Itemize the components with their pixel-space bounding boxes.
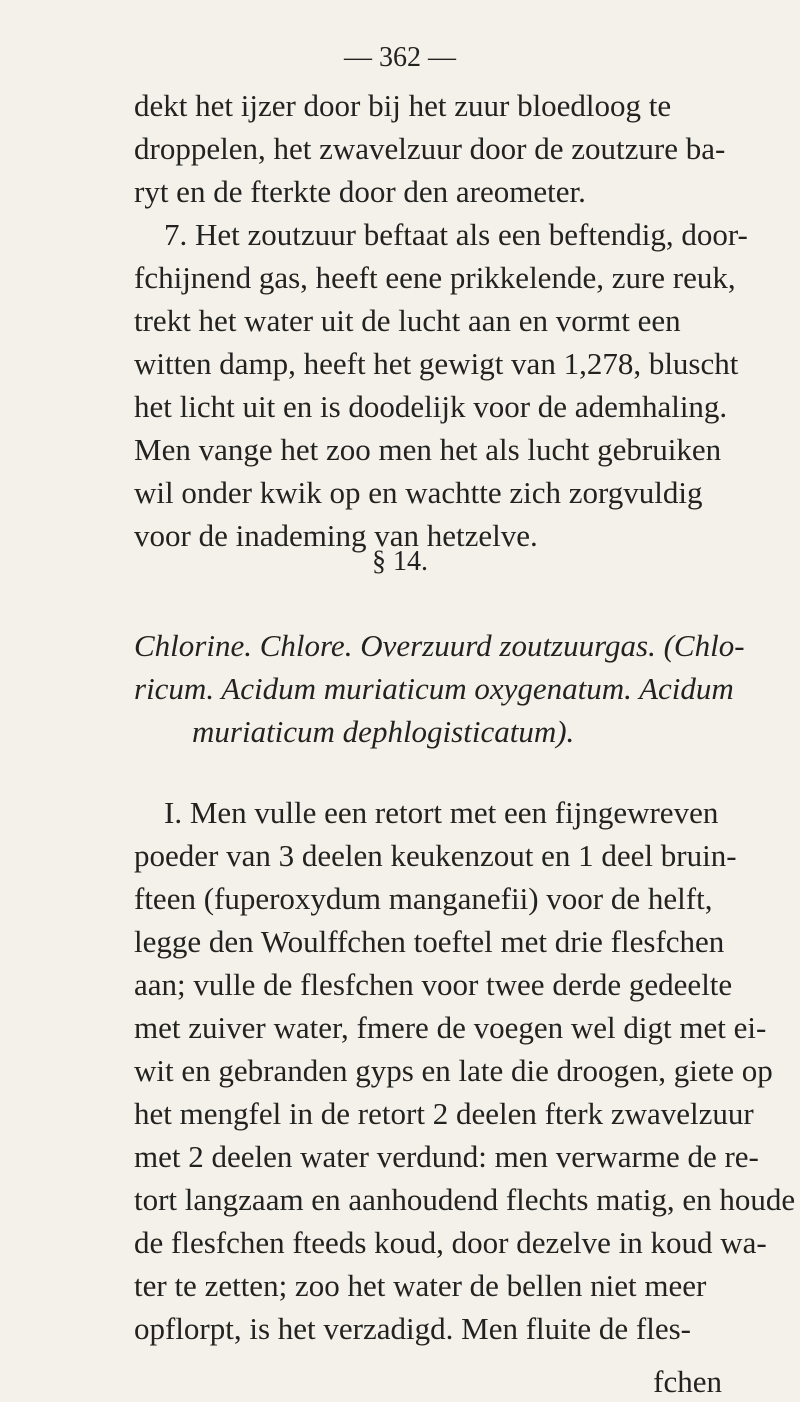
text-line: droppelen, het zwavelzuur door de zoutzure ba- (134, 131, 726, 166)
text-line: 7. Het zoutzuur beftaat als een beftendig, door- (164, 217, 748, 252)
text-line: opflorpt, is het verzadigd. Men fluite de fles- (134, 1311, 691, 1346)
text-line: ryt en de fterkte door den areometer. (134, 174, 586, 209)
text-line: Men vange het zoo men het als lucht gebruiken (134, 432, 722, 467)
text-line: poeder van 3 deelen keukenzout en 1 deel bruin- (134, 838, 737, 873)
text-line: I. Men vulle een retort met een fijngewreven (164, 795, 719, 830)
text-line: met 2 deelen water verdund: men verwarme de re- (134, 1139, 759, 1174)
text-line: tort langzaam en aanhoudend flechts matig, en houde (134, 1182, 796, 1217)
title-line: ricum. Acidum muriaticum oxygenatum. Acidum (134, 671, 734, 706)
text-line: het mengfel in de retort 2 deelen fterk zwavelzuur (134, 1096, 754, 1131)
text-line: ter te zetten; zoo het water de bellen niet meer (134, 1268, 707, 1303)
text-line: trekt het water uit de lucht aan en vormt een (134, 303, 681, 338)
text-line: dekt het ijzer door bij het zuur bloedloog te (134, 88, 672, 123)
page-number: — 362 — (344, 42, 456, 73)
section-heading: § 14. (372, 546, 428, 577)
text-line: voor de inademing van hetzelve. (134, 518, 538, 553)
text-line: witten damp, heeft het gewigt van 1,278, bluscht (134, 346, 739, 381)
text-line: de flesfchen fteeds koud, door dezelve in koud wa- (134, 1225, 767, 1260)
catchword: fchen (653, 1364, 722, 1399)
title-line: muriaticum dephlogisticatum). (192, 714, 575, 749)
text-line: wil onder kwik op en wachtte zich zorgvuldig (134, 475, 703, 510)
text-line: fchijnend gas, heeft eene prikkelende, zure reuk, (134, 260, 736, 295)
text-line: fteen (fuperoxydum manganefii) voor de helft, (134, 881, 713, 916)
text-line: legge den Woulffchen toeftel met drie flesfchen (134, 924, 725, 959)
text-line: wit en gebranden gyps en late die droogen, giete op (134, 1053, 773, 1088)
text-line: het licht uit en is doodelijk voor de ademhaling. (134, 389, 728, 424)
text-line: aan; vulle de flesfchen voor twee derde gedeelte (134, 967, 733, 1002)
title-line: Chlorine. Chlore. Overzuurd zoutzuurgas. (Chlo- (134, 628, 745, 663)
text-line: met zuiver water, fmere de voegen wel digt met ei- (134, 1010, 767, 1045)
